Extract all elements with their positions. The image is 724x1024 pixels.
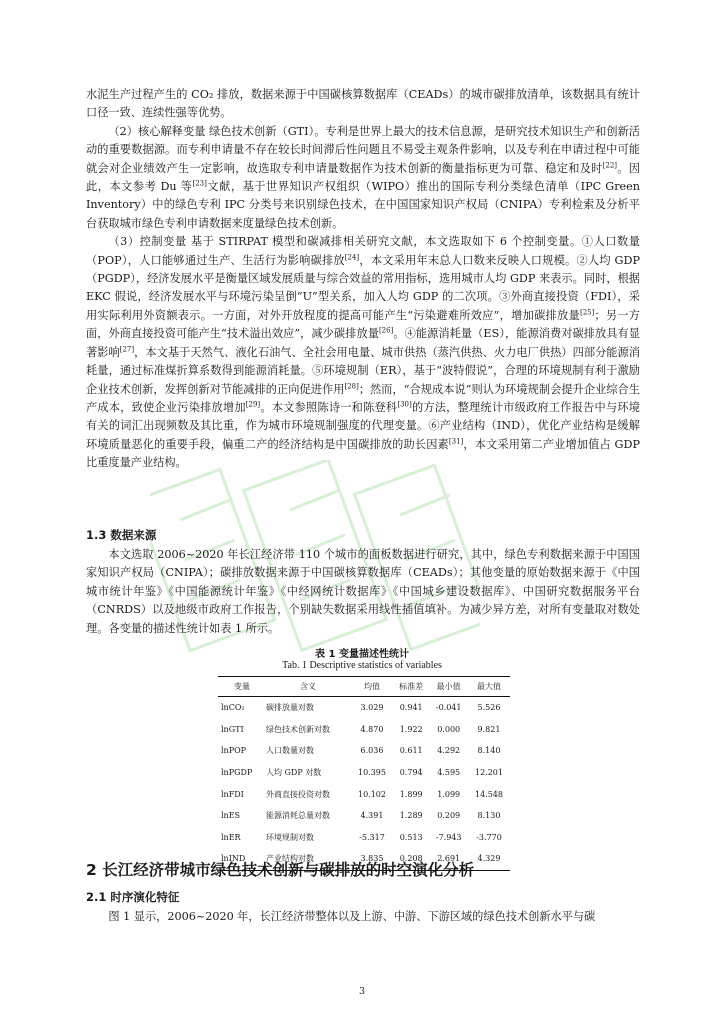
cell-meaning: 环境规制对数 [266, 832, 314, 842]
cell-variable: lnIND [218, 848, 264, 870]
citation-30[interactable]: [30] [397, 400, 412, 409]
cell-std: 0.208 [393, 848, 429, 870]
cell-mean: 3.029 [360, 703, 384, 713]
col-header-std: 标准差 [393, 677, 429, 697]
table-row [218, 697, 510, 719]
col-header-min: 最小值 [429, 677, 468, 697]
cell-variable: lnPGDP [221, 768, 253, 778]
col-header-variable: 变量 [218, 677, 264, 697]
cell-meaning: 能源消耗总量对数 [266, 811, 330, 821]
citation-24[interactable]: [24] [344, 252, 360, 261]
cell-max: 14.548 [474, 789, 503, 799]
page-number: 3 [358, 986, 366, 997]
body-text-top [86, 86, 640, 473]
cell-max: 12.201 [474, 768, 503, 778]
section-heading-2: 2 长江经济带城市绿色技术创新与碳排放的时空演化分析 [86, 861, 475, 879]
cell-meaning: 外商直接投资对数 [266, 789, 330, 799]
paragraph-explanatory-variable: （2）核心解释变量 绿色技术创新（GTI）。专利是世界上最大的技术信息源，是研究技术知识生产和创新活动的重要数据源。而专利申请量不存在较长时间滞后性问题且不易受主观条件影响，以及专利在申请过程中可能就会对企业绩效产生一定影响，故选取专利申请量数据作为技术创新的衡量指标更为可靠、稳定和及时[22]。因此，本文参考 Du 等[23]文献，基于世界知识产权组织（WIPO）推出的国际专利分类绿色清单（IPC Green Inventory）中的绿色专利 IPC 分类号来识别绿色技术，在中国国家知识产权局（CNIPA）专利检索及分析平台获取城市绿色专利申请数据来度量绿色技术创新。 [86, 124, 640, 230]
cell-std: 0.794 [399, 768, 423, 778]
col-header-max: 最大值 [468, 677, 510, 697]
cell-mean: 4.391 [360, 811, 384, 821]
table-row [218, 827, 510, 849]
cell-std: 1.922 [399, 724, 423, 734]
cell-max: 5.526 [477, 703, 501, 713]
cell-variable: lnFDI [221, 789, 244, 799]
section-heading-2-1: 2.1 时序演化特征 [86, 890, 180, 904]
cell-meaning: 人均 GDP 对数 [266, 768, 322, 778]
cell-meaning: 碳排放量对数 [266, 703, 314, 713]
cell-mean: 10.395 [357, 768, 386, 778]
cell-mean: 10.102 [357, 789, 386, 799]
cell-meaning: 绿色技术创新对数 [266, 724, 330, 734]
body-text-data-source [86, 546, 640, 638]
table-row [218, 740, 510, 762]
citation-25[interactable]: [25] [579, 308, 595, 317]
cell-mean: 6.036 [360, 746, 384, 756]
citation-27[interactable]: [27] [119, 344, 135, 353]
citation-28[interactable]: [28] [344, 381, 359, 390]
cell-min: -7.943 [435, 832, 462, 842]
table-header-row [218, 677, 510, 697]
section-heading-1-3: 1.3 数据来源 [86, 528, 157, 542]
citation-29[interactable]: [29] [245, 400, 261, 409]
cell-min: 0.000 [437, 724, 461, 734]
table-row [218, 805, 510, 827]
col-header-mean: 均值 [351, 677, 393, 697]
col-header-meaning: 含义 [264, 677, 351, 697]
body-text-bottom [86, 908, 640, 926]
cell-min: 1.099 [437, 789, 461, 799]
cell-max: 9.821 [477, 724, 501, 734]
cell-max: 8.140 [477, 746, 501, 756]
cell-min: 0.209 [437, 811, 461, 821]
cell-std: 0.941 [399, 703, 423, 713]
cell-std: 1.289 [399, 811, 423, 821]
paragraph-temporal-evolution: 图 1 显示，2006~2020 年，长江经济带整体以及上游、中游、下游区域的绿色技术创新水平与碳 [108, 910, 596, 923]
descriptive-statistics-table [218, 676, 510, 871]
table-row [218, 762, 510, 784]
table-row [218, 783, 510, 805]
cell-mean: 4.870 [360, 724, 384, 734]
cell-variable: lnER [221, 832, 241, 842]
cell-mean: -5.317 [359, 832, 385, 842]
cell-min: 4.292 [437, 746, 461, 756]
cell-variable: lnGTI [221, 724, 244, 734]
cell-max: 4.329 [468, 848, 510, 870]
cell-variable: lnCO₂ [221, 703, 245, 713]
table-caption-en: Tab. 1 Descriptive statistics of variables [282, 660, 442, 671]
cell-std: 0.513 [399, 832, 423, 842]
cell-std: 0.611 [399, 746, 423, 756]
paragraph-control-variables: （3）控制变量 基于 STIRPAT 模型和碳减排相关研究文献，本文选取如下 6 个控制变量。①人口数量（POP），人口能够通过生产、生活行为影响碳排放[24]，本文采用年末总人口数来反映人口规模。②人均 GDP（PGDP），经济发展水平是衡量区域发展质量与综合效益的常用指标，选用城市人均 GDP 来表示。同时，根据 EKC 假说，经济发展水平与环境污染呈倒“U”型关系，加入人均 GDP 的二次项。③外商直接投资（FDI），采用实际利用外资额表示。一方面，对外开放程度的提高可能产生“污染避难所效应”，增加碳排放量[25]；另一方面，外商直接投资可能产生“技术溢出效应”，减少碳排放量[26]。④能源消耗量（ES），能源消费对碳排放具有显著影响[27]，本文基于天然气、液化石油气、全社会用电量、城市供热（蒸汽供热、火力电厂供热）四部分能源消耗量，通过标准煤折算系数得到能源消耗量。⑤环境规制（ER），基于“波特假说”，合理的环境规制有利于激励企业技术创新，发挥创新对节能减排的正向促进作用[28]；然而，“合规成本说”则认为环境规制会提升企业综合生产成本，致使企业污染排放增加[29]。本文参照陈诗一和陈登科[30]的方法，整理统计市级政府工作报告中与环境有关的词汇出现频数及其比重，作为城市环境规制强度的代理变量。⑥产业结构（IND），优化产业结构是缓解环境质量恶化的重要手段，偏重二产的经济结构是中国碳排放的助长因素[31]，本文采用第二产业增加值占 GDP 比重度量产业结构。 [86, 235, 640, 470]
cell-meaning: 产业结构对数 [264, 848, 351, 870]
cell-mean: 3.835 [351, 848, 393, 870]
cell-min: -0.041 [435, 703, 462, 713]
table-row [218, 719, 510, 741]
cell-max: 8.130 [477, 811, 501, 821]
cell-variable: lnPOP [221, 746, 247, 756]
cell-max: -3.770 [476, 832, 502, 842]
citation-22[interactable]: [22] [602, 160, 618, 169]
citation-26[interactable]: [26] [378, 326, 394, 335]
cell-min: 4.595 [437, 768, 461, 778]
table-caption-cn: 表 1 变量描述性统计 [315, 649, 409, 660]
cell-min: 2.691 [429, 848, 468, 870]
paragraph-data-source: 本文选取 2006~2020 年长江经济带 110 个城市的面板数据进行研究，其中，绿色专利数据来源于中国国家知识产权局（CNIPA）；碳排放数据来源于中国碳核算数据库（CEADs）；其他变量的原始数据来源于《中国城市统计年鉴》《中国能源统计年鉴》《中经网统计数据库》《中国城乡建设数据库》、中国研究数据服务平台（CNRDS）以及地级市政府工作报告，个别缺失数据采用线性插值填补。为减少异方差，对所有变量取对数处理。各变量的描述性统计如表 1 所示。 [86, 548, 640, 635]
cell-meaning: 人口数量对数 [266, 746, 314, 756]
cell-variable: lnES [221, 811, 241, 821]
cell-std: 1.899 [399, 789, 423, 799]
citation-31[interactable]: [31] [448, 436, 464, 445]
citation-23[interactable]: [23] [192, 179, 207, 188]
paragraph-co2-source: 水泥生产过程产生的 CO₂ 排放，数据来源于中国碳核算数据库（CEADs）的城市碳排放清单，该数据具有统计口径一致、连续性强等优势。 [86, 88, 640, 120]
